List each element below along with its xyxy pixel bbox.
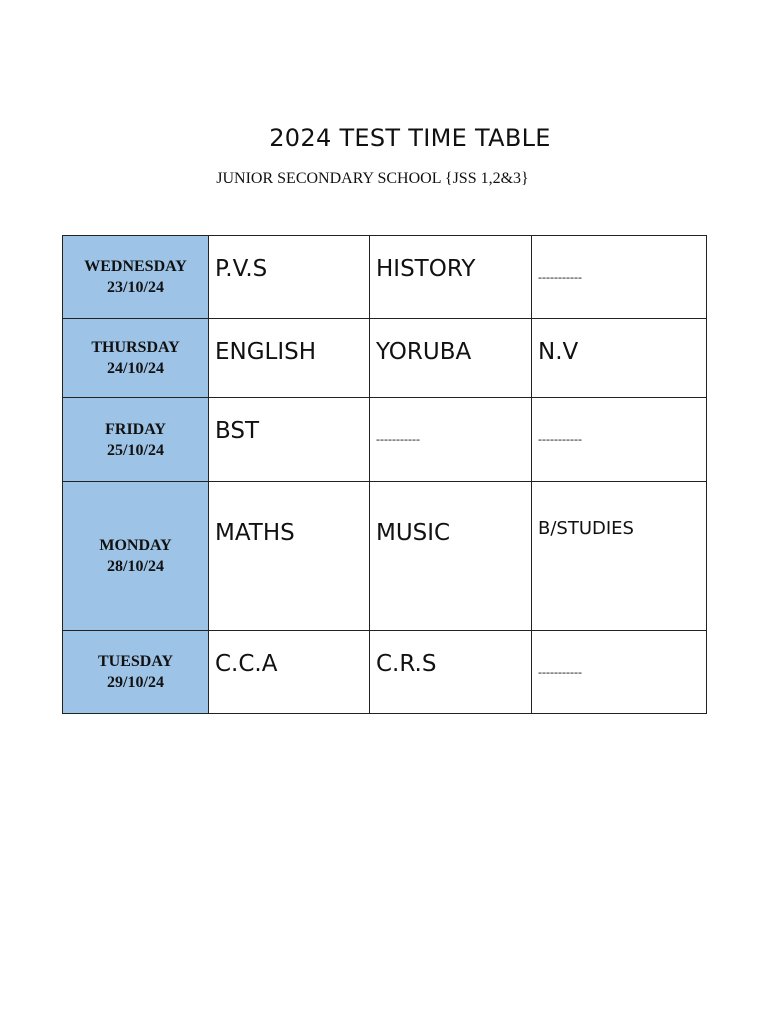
subject-cell: ----------- <box>532 236 707 319</box>
subject-cell: B/STUDIES <box>532 482 707 631</box>
subject-cell: C.R.S <box>370 631 532 714</box>
subject-cell: BST <box>209 398 370 482</box>
day-date: 29/10/24 <box>107 674 164 691</box>
page-subtitle: JUNIOR SECONDARY SCHOOL {JSS 1,2&3} <box>216 170 529 187</box>
subject-cell: ----------- <box>370 398 532 482</box>
table-row <box>63 236 707 319</box>
table-row <box>63 482 707 631</box>
day-name: TUESDAY <box>98 653 173 670</box>
subject-cell: YORUBA <box>370 319 532 398</box>
day-date: 23/10/24 <box>107 279 164 296</box>
subject-cell: MATHS <box>209 482 370 631</box>
day-name: FRIDAY <box>105 420 166 438</box>
day-cell <box>63 319 209 398</box>
day-date: 28/10/24 <box>107 558 164 575</box>
subject-cell: HISTORY <box>370 236 532 319</box>
subject-cell: ENGLISH <box>209 319 370 398</box>
subject-cell: N.V <box>532 319 707 398</box>
subject-cell: C.C.A <box>209 631 370 714</box>
day-cell <box>63 236 209 319</box>
day-name: THURSDAY <box>91 339 180 356</box>
day-cell <box>63 631 209 714</box>
table-row <box>63 398 707 482</box>
day-name: WEDNESDAY <box>84 258 187 275</box>
day-cell <box>63 482 209 631</box>
day-name: MONDAY <box>99 537 172 554</box>
subject-cell: MUSIC <box>370 482 532 631</box>
subject-cell: P.V.S <box>209 236 370 319</box>
page-title: 2024 TEST TIME TABLE <box>269 124 551 152</box>
table-row <box>63 631 707 714</box>
day-date: 24/10/24 <box>107 360 164 377</box>
timetable <box>62 235 707 714</box>
subject-cell: ----------- <box>532 631 707 714</box>
day-cell <box>63 398 209 482</box>
table-row <box>63 319 707 398</box>
day-date: 25/10/24 <box>107 441 164 459</box>
subject-cell: ----------- <box>532 398 707 482</box>
